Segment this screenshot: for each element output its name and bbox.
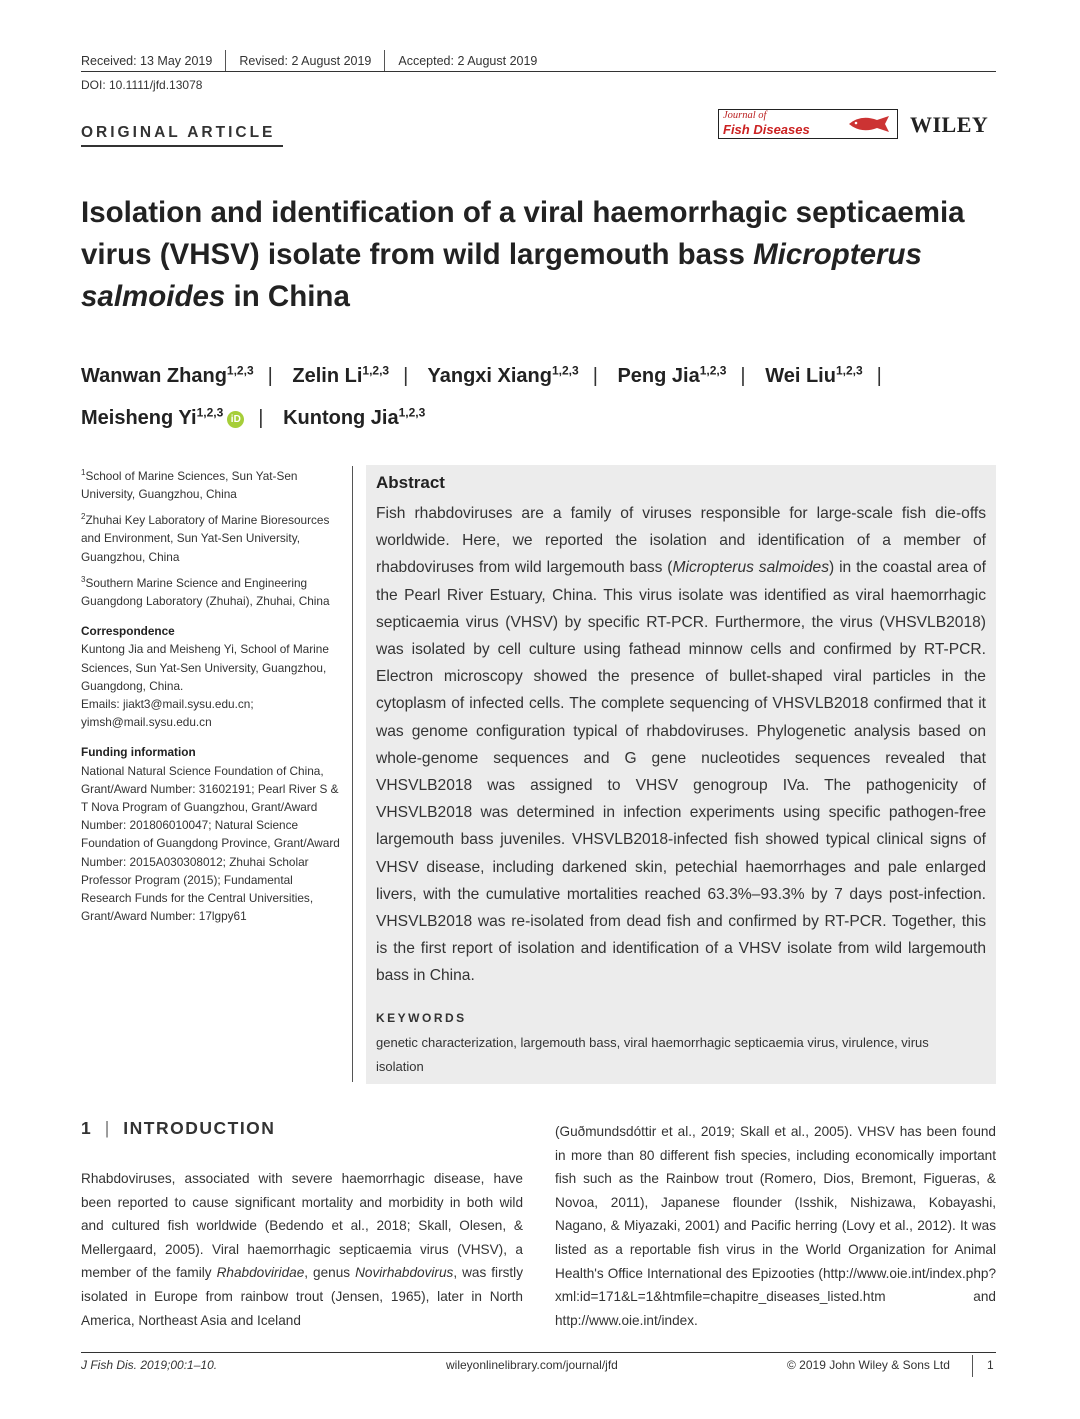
- author[interactable]: Kuntong Jia$^{1,2,3}$: [283, 405, 426, 430]
- affiliations-column: [81, 464, 343, 930]
- author[interactable]: Wanwan Zhang$^{1,2,3}$: [81, 363, 254, 387]
- abstract-box: [366, 465, 996, 1084]
- author[interactable]: Meisheng Yi$^{1,2,3}$: [81, 405, 224, 430]
- page-number: 1: [987, 1358, 994, 1372]
- keywords-heading: KEYWORDS: [376, 1011, 467, 1025]
- history-dates: [81, 50, 537, 72]
- funding-label: Funding information: [81, 745, 196, 760]
- funding-text: National Natural Science Foundation of China, Grant/Award Number: 31602191; Pearl River S & T Nova Program of Guangzhou, Grant/Award Number: 201806010047; Natural Science Foundation of Guangdong Province, Grant/Award Number: 2015A030308012; Zhuhai Scholar Professor Program (2015); Fundamental Research Funds for the Central Universities, Grant/Award Number: 17lgpy61: [81, 763, 340, 924]
- footer-rule: [81, 1352, 996, 1353]
- abstract-heading: Abstract: [376, 473, 445, 492]
- footer-divider: [972, 1355, 973, 1377]
- article-type: ORIGINAL ARTICLE: [81, 124, 276, 141]
- orcid-icon[interactable]: iD: [227, 411, 244, 428]
- section-heading-introduction: 1 | INTRODUCTION: [81, 1118, 276, 1138]
- correspondence-emails[interactable]: Emails: jiakt3@mail.sysu.edu.cn; yimsh@mail.sysu.edu.cn: [81, 697, 254, 730]
- footer-copyright: © 2019 John Wiley & Sons Ltd: [787, 1358, 950, 1372]
- publisher-logo: WILEY: [910, 112, 989, 137]
- column-divider: [352, 466, 353, 1082]
- author[interactable]: Wei Liu$^{1,2,3}$: [765, 363, 863, 387]
- author[interactable]: Zelin Li$^{1,2,3}$: [292, 363, 390, 387]
- affiliation: $^3$Southern Marine Science and Engineering Guangdong Laboratory (Zhuhai), Zhuhai, China: [81, 574, 330, 608]
- header-rule: [81, 71, 996, 72]
- received-date: Received: 13 May 2019: [81, 54, 213, 68]
- journal-logo-line1: Journal of: [723, 110, 767, 121]
- fish-icon: [845, 114, 893, 134]
- journal-logo-line2: Fish Diseases: [723, 122, 810, 137]
- abstract-text: Fish rhabdoviruses are a family of viruses responsible for large-scale fish die-offs worldwide. Here, we reported the isolation and identification of a member of rhabdoviruses from wild largemouth bass (Micropterus salmoides) in the coastal area of the Pearl River Estuary, China. This virus isolate was identified as viral haemorrhagic septicaemia virus (VHSV) by specific RT-PCR. Furthermore, the virus (VHSVLB2018) was isolated by cell culture using fathead minnow cells and confirmed by RT-PCR. Electron microscopy showed the presence of bullet-shaped viral particles in the cytoplasm of infected cells. The complete sequencing of VHSVLB2018 confirmed that it was genome configuration typical of rhabdoviruses. Phylogenetic analysis based on whole-genome sequences and G gene nucleotides sequences revealed that VHSVLB2018 was assigned to VHSV genogroup IVa. The pathogenicity of VHSVLB2018 was determined in infection experiments using specific pathogen-free largemouth bass juveniles. VHSVLB2018-infected fish showed typical clinical signs of VHSV disease, including darkened skin, petechial haemorrhages and pale enlarged livers, with the cumulative mortalities reached 63.3%–93.3% by 7 days post-infection. VHSVLB2018 was re-isolated from dead fish and confirmed by RT-PCR. Together, this is the first report of isolation and identification of a VHSV isolate from wild largemouth bass in China.: [376, 505, 986, 985]
- footer-url[interactable]: wileyonlinelibrary.com/journal/jfd: [446, 1358, 618, 1372]
- correspondence-text: Kuntong Jia and Meisheng Yi, School of Marine Sciences, Sun Yat-Sen University, Guangzhou, Guangdong, China. Emails: jiakt3@mail.sysu.edu.cn; yimsh@mail.sysu.edu.cn: [81, 642, 329, 730]
- affiliation: $^2$Zhuhai Key Laboratory of Marine Bioresources and Environment, Sun Yat-Sen University, Guangzhou, China: [81, 512, 330, 564]
- author[interactable]: Peng Jia$^{1,2,3}$: [617, 363, 727, 387]
- affiliation: $^1$School of Marine Sciences, Sun Yat-Sen University, Guangzhou, China: [81, 468, 298, 502]
- divider: [225, 50, 226, 72]
- accepted-date: Accepted: 2 August 2019: [398, 54, 538, 68]
- article-type-underline: [81, 145, 283, 147]
- divider: [384, 50, 385, 72]
- intro-column-1: Rhabdoviruses, associated with severe haemorrhagic disease, have been reported to cause significant mortality and morbidity in both wild and cultured fish worldwide (Bedendo et al., 2018; Skall, Olesen, & Mellergaard, 2005). Viral haemorrhagic septicaemia virus (VHSV), a member of the family Rhabdoviridae, genus Novirhabdovirus, was firstly isolated in Europe from rainbow trout (Jensen, 1965), later in North America, Northeast Asia and Iceland: [81, 1171, 523, 1328]
- correspondence-label: Correspondence: [81, 624, 175, 639]
- author[interactable]: Yangxi Xiang$^{1,2,3}$: [427, 363, 579, 387]
- footer-citation: J Fish Dis. 2019;00:1–10.: [81, 1358, 218, 1372]
- doi[interactable]: DOI: 10.1111/jfd.13078: [81, 78, 203, 92]
- author-list: Wanwan Zhang$^{1,2,3}$ | Zelin Li$^{1,2,3}$ | Yangxi Xiang$^{1,2,3}$ | Peng Jia$^{1,2,3}$ | Wei Liu$^{1,2,3}$ | Meisheng Yi$^{1,2,3}$iD | Kuntong Jia$^{1,2,3}$: [81, 363, 882, 430]
- article-title: Isolation and identification of a viral haemorrhagic septicaemia virus (VHSV) isolate from wild largemouth bass Micropterus salmoides in China: [81, 196, 965, 313]
- title-species: Micropterus salmoides: [81, 238, 922, 313]
- journal-logo: [718, 109, 898, 139]
- intro-column-2: (Guðmundsdóttir et al., 2019; Skall et al., 2005). VHSV has been found in more than 80 different fish species, including economically important fish such as the Rainbow trout (Romero, Dios, Bremont, Figueras, & Novoa, 2011), Japanese flounder (Isshik, Nishizawa, Kobayashi, Nagano, & Miyazaki, 2001) and Pacific herring (Lovy et al., 2012). It was listed as a reportable fish virus in the World Organization for Animal Health's Office International des Epizooties (http://www.oie.int/index.php?xml:id=171&L=1&htmfile=chapitre_diseases_listed.htm and http://www.oie.int/index.: [555, 1124, 996, 1328]
- revised-date: Revised: 2 August 2019: [239, 54, 372, 68]
- keywords-text: genetic characterization, largemouth bass, viral haemorrhagic septicaemia virus, virulence, virus isolation: [376, 1035, 929, 1074]
